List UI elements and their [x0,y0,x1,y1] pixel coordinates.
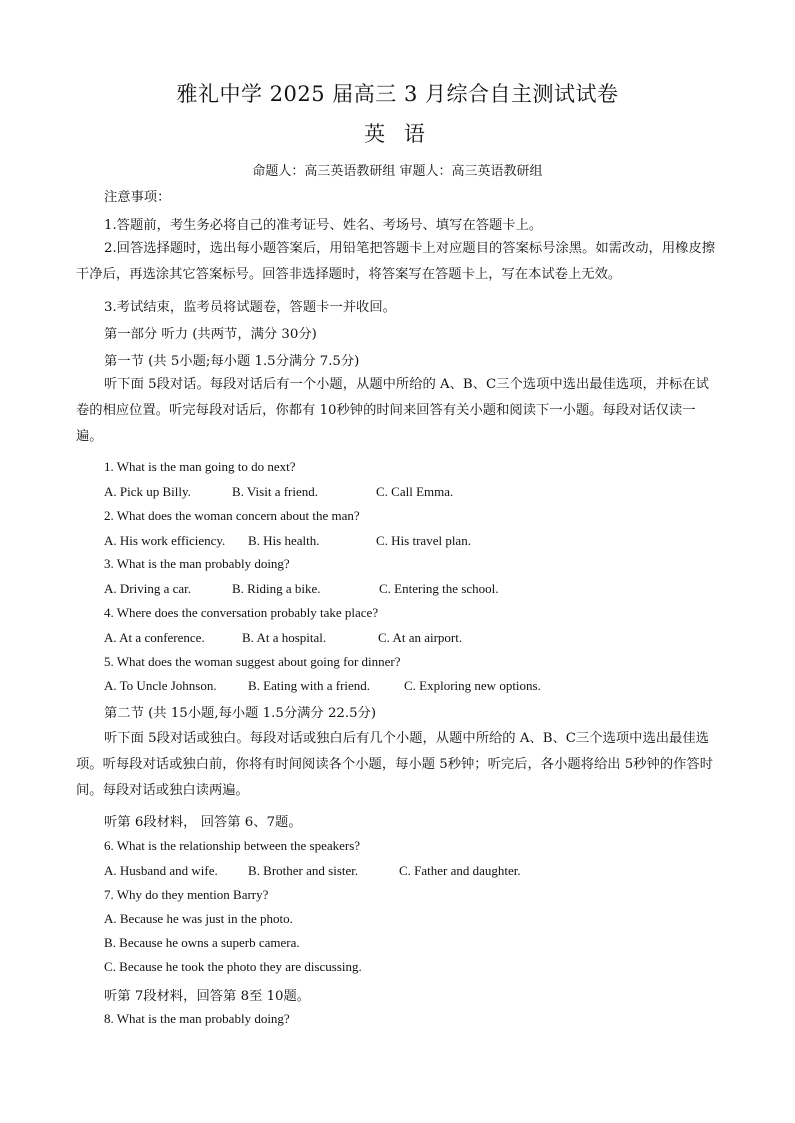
option-a: A. Husband and wife. [104,863,218,878]
notes-heading: 注意事项： [104,190,171,205]
question-5: 5. What does the woman suggest about going for dinner? [104,654,401,669]
note-item-3: 3.考试结束，监考员将试题卷，答题卡一并收回。 [104,300,396,315]
question-4: 4. Where does the conversation probably take place? [104,605,379,620]
question-2-options [104,533,471,549]
note-item-1: 1.答题前，考生务必将自己的准考证号、姓名、考场号、填写在答题卡上。 [104,218,543,233]
option-b: B. His health. [248,533,320,548]
section1-instructions-text: 听下面 5段对话。每段对话后有一个小题，从题中所给的 A、B、C三个选项中选出最佳选项，并标在试卷的相应位置。听完每段对话后，你都有 10秒钟的时间来回答有关小题和阅读下一小题。每段对话仅读一遍。 [76,377,709,444]
option-b: B. Visit a friend. [232,484,318,499]
section2-heading: 第二节 (共 15小题,每小题 1.5分满分 22.5分) [104,706,377,721]
part1-heading: 第一部分 听力 (共两节，满分 30分) [104,327,317,342]
question-1: 1. What is the man going to do next? [104,459,296,474]
option-c: C. Call Emma. [376,484,454,499]
question-2: 2. What does the woman concern about the man? [104,508,360,523]
material-6-heading: 听第 6段材料， 回答第 6、7题。 [104,815,302,830]
option-a: A. To Uncle Johnson. [104,678,217,693]
question-4-options [104,630,462,646]
question-6-options [104,863,521,879]
exam-title: 雅礼中学 2025 届高三 3 月综合自主测试试卷 [176,82,619,106]
option-a: A. His work efficiency. [104,533,226,548]
section1-instructions [76,372,722,450]
authors-line: 命题人：高三英语教研组 审题人：高三英语教研组 [252,164,543,179]
section2-instructions [76,726,722,804]
option-b: B. Eating with a friend. [248,678,371,693]
question-3-options [104,581,499,597]
question-1-options [104,484,453,500]
question-7-option-a: A. Because he was just in the photo. [104,911,293,926]
option-c: C. Entering the school. [379,581,499,596]
option-c: C. Exploring new options. [404,678,541,693]
section2-instructions-text: 听下面 5段对话或独白。每段对话或独白后有几个小题，从题中所给的 A、B、C三个选项中选出最佳选项。听每段对话或独白前，你将有时间阅读各个小题，每小题 5秒钟；听完后，各小题将给出 5秒钟的作答时间。每段对话或独白读两遍。 [76,731,714,798]
question-6: 6. What is the relationship between the speakers? [104,838,361,853]
question-3: 3. What is the man probably doing? [104,556,290,571]
option-c: C. His travel plan. [376,533,471,548]
question-7: 7. Why do they mention Barry? [104,887,269,902]
note-item-2 [76,236,722,288]
option-b: B. Brother and sister. [248,863,359,878]
option-a: A. Driving a car. [104,581,192,596]
question-8: 8. What is the man probably doing? [104,1011,290,1026]
option-b: B. Riding a bike. [232,581,321,596]
question-7-option-c: C. Because he took the photo they are discussing. [104,959,362,974]
option-b: B. At a hospital. [242,630,327,645]
note-item-2-text: 2.回答选择题时，选出每小题答案后，用铅笔把答题卡上对应题目的答案标号涂黑。如需改动，用橡皮擦干净后，再选涂其它答案标号。回答非选择题时，将答案写在答题卡上，写在本试卷上无效。 [76,241,716,282]
section1-heading: 第一节 (共 5小题;每小题 1.5分满分 7.5分) [104,354,360,369]
option-c: C. Father and daughter. [399,863,521,878]
subject-title: 英 语 [364,122,431,146]
question-5-options [104,678,541,694]
question-7-option-b: B. Because he owns a superb camera. [104,935,300,950]
material-7-heading: 听第 7段材料，回答第 8至 10题。 [104,989,311,1004]
option-a: A. Pick up Billy. [104,484,191,499]
option-a: A. At a conference. [104,630,205,645]
option-c: C. At an airport. [378,630,463,645]
